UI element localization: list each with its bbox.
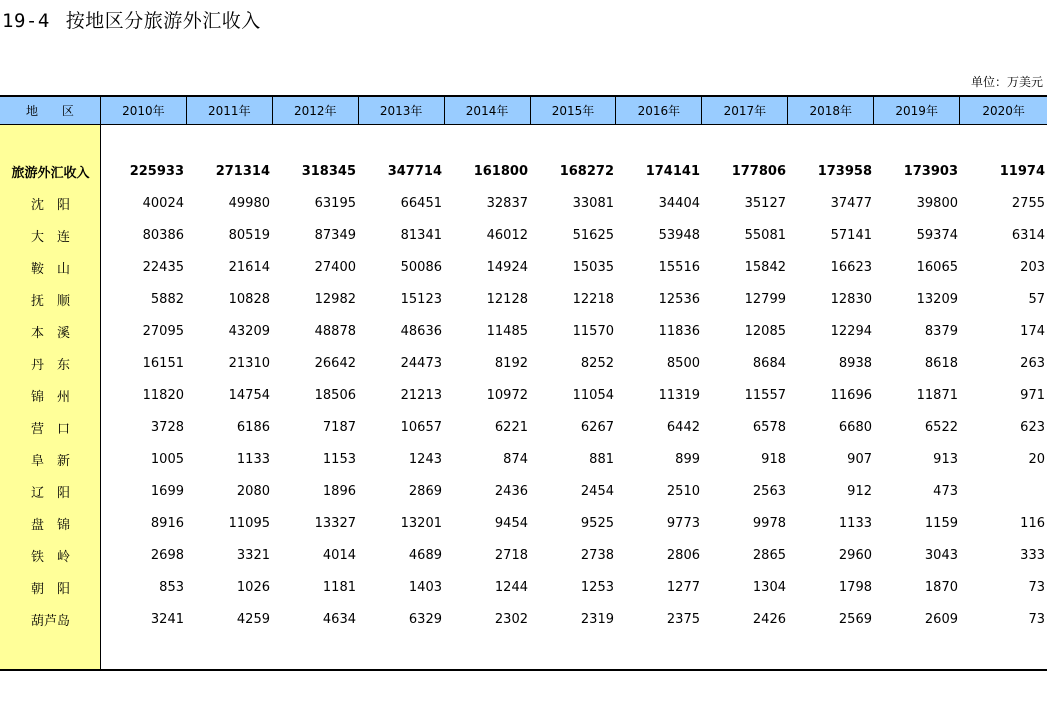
- row-region-name: 营 口: [30, 421, 70, 437]
- header-year: 2019年: [874, 97, 960, 124]
- row-value-cell: 2319: [580, 611, 614, 627]
- row-region-name: 铁 岭: [30, 549, 70, 565]
- row-value-cell: 48878: [314, 323, 356, 339]
- header-region-char-2: 区: [61, 104, 74, 118]
- row-value-cell: 21213: [400, 387, 442, 403]
- row-value-cell: 11696: [830, 387, 872, 403]
- row-value-cell: 22435: [142, 259, 184, 275]
- row-value-cell: 1181: [322, 579, 356, 595]
- row-value-cell: 6186: [236, 419, 270, 435]
- table-title-text: 按地区分旅游外汇收入: [65, 10, 261, 32]
- row-value-cell: 6267: [580, 419, 614, 435]
- row-value-cell: 5882: [150, 291, 184, 307]
- row-value-cell: 1244: [494, 579, 528, 595]
- row-value-cell: 899: [675, 451, 700, 467]
- row-value-cell: 9454: [494, 515, 528, 531]
- header-year: 2017年: [702, 97, 788, 124]
- row-value-cell: 13201: [400, 515, 442, 531]
- table-row-total: [0, 155, 1047, 187]
- row-value-cell: 918: [761, 451, 786, 467]
- row-value-cell: 27400: [314, 259, 356, 275]
- row-value-cell: 4014: [322, 547, 356, 563]
- row-value-cell: 6221: [494, 419, 528, 435]
- row-value-cell: 4259: [236, 611, 270, 627]
- row-value-cell: 55081: [744, 227, 786, 243]
- row-value-cell: 907: [847, 451, 872, 467]
- header-region: [0, 97, 101, 124]
- table-row: [0, 219, 1047, 251]
- row-value-cell: 3043: [924, 547, 958, 563]
- row-value-cell: 1798: [838, 579, 872, 595]
- row-value-cell: 63195: [314, 195, 356, 211]
- header-year: 2018年: [788, 97, 874, 124]
- row-value-cell: 18506: [314, 387, 356, 403]
- header-year: 2015年: [531, 97, 617, 124]
- row-value-cell: 57: [1028, 291, 1045, 307]
- row-value-cell: 14754: [228, 387, 270, 403]
- row-value-cell: 16065: [916, 259, 958, 275]
- row-value-cell: 12536: [658, 291, 700, 307]
- row-value-cell: 6442: [666, 419, 700, 435]
- row-value-cell: 6329: [408, 611, 442, 627]
- row-value-cell: 8252: [580, 355, 614, 371]
- row-value-cell: 3241: [150, 611, 184, 627]
- row-value-cell: 9773: [666, 515, 700, 531]
- row-value-cell: 13327: [314, 515, 356, 531]
- row-value-cell: 11485: [486, 323, 528, 339]
- row-region-name: 沈 阳: [30, 197, 70, 213]
- row-value-cell: 2960: [838, 547, 872, 563]
- row-value-cell: 6578: [752, 419, 786, 435]
- row-value-cell: 26642: [314, 355, 356, 371]
- row-value-cell: 2426: [752, 611, 786, 627]
- row-value-cell: 9978: [752, 515, 786, 531]
- row-value-cell: 49980: [228, 195, 270, 211]
- row-value-cell: 21614: [228, 259, 270, 275]
- table-row: [0, 507, 1047, 539]
- row-region-name: 阜 新: [30, 453, 70, 469]
- row-value-cell: 2755: [1011, 195, 1045, 211]
- row-value-cell: 10828: [228, 291, 270, 307]
- header-year: 2013年: [359, 97, 445, 124]
- table-row: [0, 347, 1047, 379]
- row-value-cell: 15123: [400, 291, 442, 307]
- row-value-cell: 1403: [408, 579, 442, 595]
- row-value-cell: 173958: [817, 163, 872, 179]
- row-value-cell: 1277: [666, 579, 700, 595]
- row-value-cell: 80519: [228, 227, 270, 243]
- table-row: [0, 475, 1047, 507]
- table-row: [0, 251, 1047, 283]
- row-value-cell: 3321: [236, 547, 270, 563]
- row-value-cell: 2302: [494, 611, 528, 627]
- row-value-cell: 12218: [572, 291, 614, 307]
- row-value-cell: 7187: [322, 419, 356, 435]
- row-value-cell: 173903: [903, 163, 958, 179]
- row-region-name: 鞍 山: [30, 261, 70, 277]
- table-row: [0, 379, 1047, 411]
- row-value-cell: 2510: [666, 483, 700, 499]
- row-value-cell: 1896: [322, 483, 356, 499]
- row-value-cell: 46012: [486, 227, 528, 243]
- row-value-cell: 15035: [572, 259, 614, 275]
- row-value-cell: 174: [1020, 323, 1045, 339]
- row-value-cell: 2806: [666, 547, 700, 563]
- row-value-cell: 8618: [924, 355, 958, 371]
- row-value-cell: 9525: [580, 515, 614, 531]
- row-value-cell: 8916: [150, 515, 184, 531]
- row-value-cell: 81341: [400, 227, 442, 243]
- row-region-name: 抚 顺: [30, 293, 70, 309]
- row-value-cell: 1133: [838, 515, 872, 531]
- row-value-cell: 2698: [150, 547, 184, 563]
- row-region-name: 辽 阳: [30, 485, 70, 501]
- table-row: [0, 539, 1047, 571]
- row-value-cell: 12085: [744, 323, 786, 339]
- row-value-cell: 853: [159, 579, 184, 595]
- header-year: 2011年: [187, 97, 273, 124]
- table-row: [0, 603, 1047, 635]
- row-value-cell: 161800: [473, 163, 528, 179]
- row-value-cell: 11570: [572, 323, 614, 339]
- row-value-cell: 1304: [752, 579, 786, 595]
- table-row: [0, 443, 1047, 475]
- row-value-cell: 8500: [666, 355, 700, 371]
- row-value-cell: 2375: [666, 611, 700, 627]
- row-value-cell: 2718: [494, 547, 528, 563]
- table-number: 19-4: [2, 10, 50, 32]
- row-value-cell: 913: [933, 451, 958, 467]
- table-row: [0, 411, 1047, 443]
- row-region-name: 旅游外汇收入: [11, 165, 90, 181]
- row-value-cell: 2080: [236, 483, 270, 499]
- table-header: [0, 95, 1047, 125]
- row-value-cell: 73: [1028, 611, 1045, 627]
- header-region-char-1: 地: [25, 104, 38, 118]
- row-value-cell: 11871: [916, 387, 958, 403]
- row-value-cell: 623: [1020, 419, 1045, 435]
- row-value-cell: 8684: [752, 355, 786, 371]
- row-value-cell: 318345: [301, 163, 356, 179]
- row-value-cell: 32837: [486, 195, 528, 211]
- row-value-cell: 1005: [150, 451, 184, 467]
- row-region-name: 葫芦岛: [30, 613, 70, 629]
- row-value-cell: 59374: [916, 227, 958, 243]
- header-year: 2014年: [445, 97, 531, 124]
- row-value-cell: 177806: [731, 163, 786, 179]
- row-value-cell: 2609: [924, 611, 958, 627]
- row-region-name: 本 溪: [30, 325, 70, 341]
- table-body: [0, 125, 1047, 671]
- row-value-cell: 6522: [924, 419, 958, 435]
- row-value-cell: 333: [1020, 547, 1045, 563]
- row-value-cell: 1253: [580, 579, 614, 595]
- row-value-cell: 881: [589, 451, 614, 467]
- table-row: [0, 571, 1047, 603]
- row-value-cell: 347714: [387, 163, 442, 179]
- row-value-cell: 1870: [924, 579, 958, 595]
- header-year: 2016年: [616, 97, 702, 124]
- header-year: 2012年: [273, 97, 359, 124]
- row-value-cell: 116: [1020, 515, 1045, 531]
- row-value-cell: 1133: [236, 451, 270, 467]
- row-value-cell: 174141: [645, 163, 700, 179]
- unit-label: 单位：万美元: [970, 75, 1043, 89]
- row-value-cell: 10657: [400, 419, 442, 435]
- page-title: [2, 6, 261, 33]
- row-value-cell: 87349: [314, 227, 356, 243]
- row-value-cell: 4634: [322, 611, 356, 627]
- row-value-cell: 39800: [916, 195, 958, 211]
- header-year: 2010年: [101, 97, 187, 124]
- row-value-cell: 57141: [830, 227, 872, 243]
- row-value-cell: 8938: [838, 355, 872, 371]
- row-value-cell: 6314: [1011, 227, 1045, 243]
- row-value-cell: 271314: [215, 163, 270, 179]
- table-row: [0, 315, 1047, 347]
- row-region-name: 盘 锦: [30, 517, 70, 533]
- row-value-cell: 11836: [658, 323, 700, 339]
- row-value-cell: 13209: [916, 291, 958, 307]
- row-value-cell: 35127: [744, 195, 786, 211]
- row-value-cell: 2436: [494, 483, 528, 499]
- row-value-cell: 874: [503, 451, 528, 467]
- row-value-cell: 11319: [658, 387, 700, 403]
- header-year: 2020年: [982, 104, 1025, 118]
- table-row: [0, 187, 1047, 219]
- row-value-cell: 27095: [142, 323, 184, 339]
- row-region-name: 朝 阳: [30, 581, 70, 597]
- row-value-cell: 263: [1020, 355, 1045, 371]
- row-value-cell: 6680: [838, 419, 872, 435]
- row-value-cell: 473: [933, 483, 958, 499]
- row-value-cell: 40024: [142, 195, 184, 211]
- row-value-cell: 11820: [142, 387, 184, 403]
- row-value-cell: 10972: [486, 387, 528, 403]
- row-value-cell: 203: [1020, 259, 1045, 275]
- row-value-cell: 225933: [129, 163, 184, 179]
- row-value-cell: 1699: [150, 483, 184, 499]
- row-value-cell: 66451: [400, 195, 442, 211]
- row-value-cell: 16151: [142, 355, 184, 371]
- row-value-cell: 15516: [658, 259, 700, 275]
- row-value-cell: 37477: [830, 195, 872, 211]
- row-value-cell: 20: [1028, 451, 1045, 467]
- row-value-cell: 2738: [580, 547, 614, 563]
- row-value-cell: 80386: [142, 227, 184, 243]
- table-row: [0, 283, 1047, 315]
- row-value-cell: 912: [847, 483, 872, 499]
- row-value-cell: 48636: [400, 323, 442, 339]
- row-value-cell: 43209: [228, 323, 270, 339]
- row-value-cell: 11095: [228, 515, 270, 531]
- row-value-cell: 34404: [658, 195, 700, 211]
- row-value-cell: 53948: [658, 227, 700, 243]
- row-value-cell: 16623: [830, 259, 872, 275]
- row-value-cell: 21310: [228, 355, 270, 371]
- row-value-cell: 50086: [400, 259, 442, 275]
- row-value-cell: 3728: [150, 419, 184, 435]
- row-value-cell: 1243: [408, 451, 442, 467]
- row-value-cell: 51625: [572, 227, 614, 243]
- row-value-cell: 12830: [830, 291, 872, 307]
- row-value-cell: 8379: [924, 323, 958, 339]
- row-value-cell: 168272: [559, 163, 614, 179]
- row-value-cell: 12128: [486, 291, 528, 307]
- row-value-cell: 4689: [408, 547, 442, 563]
- row-value-cell: 14924: [486, 259, 528, 275]
- row-value-cell: 12982: [314, 291, 356, 307]
- row-value-cell: 11974: [999, 163, 1045, 179]
- row-region-name: 锦 州: [30, 389, 70, 405]
- row-value-cell: 15842: [744, 259, 786, 275]
- row-value-cell: 1159: [924, 515, 958, 531]
- row-value-cell: 2865: [752, 547, 786, 563]
- row-value-cell: 24473: [400, 355, 442, 371]
- row-value-cell: 73: [1028, 579, 1045, 595]
- row-value-cell: 1153: [322, 451, 356, 467]
- row-value-cell: 2563: [752, 483, 786, 499]
- row-value-cell: 8192: [494, 355, 528, 371]
- row-value-cell: 2454: [580, 483, 614, 499]
- row-value-cell: 33081: [572, 195, 614, 211]
- data-table: [0, 95, 1047, 671]
- row-region-name: 丹 东: [30, 357, 70, 373]
- row-value-cell: 12294: [830, 323, 872, 339]
- row-value-cell: 2869: [408, 483, 442, 499]
- row-value-cell: 1026: [236, 579, 270, 595]
- row-region-name: 大 连: [30, 229, 70, 245]
- row-value-cell: 11054: [572, 387, 614, 403]
- row-value-cell: 2569: [838, 611, 872, 627]
- row-value-cell: 971: [1020, 387, 1045, 403]
- row-value-cell: 11557: [744, 387, 786, 403]
- row-value-cell: 12799: [744, 291, 786, 307]
